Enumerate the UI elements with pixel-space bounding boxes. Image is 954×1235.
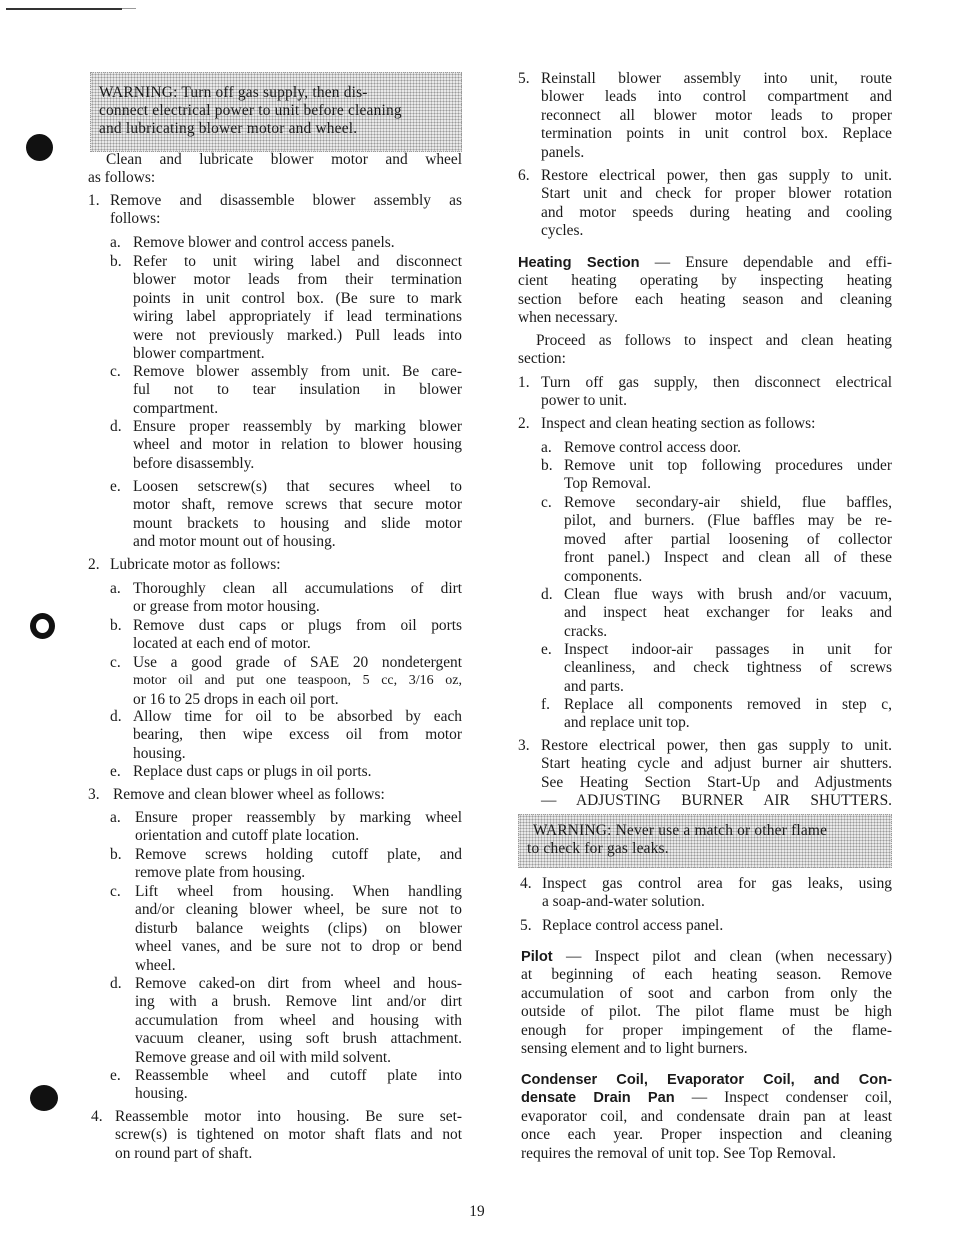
text-line: screw(s) is tightened on motor shaft flats and not xyxy=(115,1126,462,1144)
list-item-body xyxy=(133,617,462,654)
text-line: evaporator coil, and condensate drain pan at least xyxy=(521,1107,892,1125)
warning-line: WARNING: Never use a match or other flame xyxy=(533,822,828,839)
text-line: Ensure proper reassembly by marking blower xyxy=(133,418,462,435)
text-line: accumulation of soot and carbon from only the xyxy=(521,984,892,1002)
text-line: Remove grease and oil with mild solvent. xyxy=(135,1048,392,1066)
text-line: Thoroughly clean all accumulations of dirt xyxy=(133,580,462,597)
text-line: follows: xyxy=(110,210,161,228)
text-line: wheel. xyxy=(135,956,176,974)
punch-hole-middle xyxy=(30,613,55,639)
list-item-body xyxy=(564,494,892,586)
text-line: Allow time for oil to be absorbed by each xyxy=(133,708,462,725)
list-number: 6. xyxy=(518,167,530,184)
list-item-body xyxy=(133,253,462,363)
warning-line: to check for gas leaks. xyxy=(527,840,669,857)
warning-line: WARNING: Turn off gas supply, then dis- xyxy=(99,84,368,101)
list-item-body xyxy=(564,641,892,696)
text-line: and inspect heat exchanger for leaks and xyxy=(564,604,892,622)
text-line: Clean flue ways with brush and/or vacuum, xyxy=(564,586,892,603)
text-line: orientation and cutoff plate location. xyxy=(135,827,360,845)
list-number: 2. xyxy=(88,556,100,573)
list-item-body xyxy=(564,586,892,641)
list-item-body xyxy=(133,763,462,781)
warning-line: connect electrical power to unit before cleaning xyxy=(99,102,402,119)
text-line: Remove blower and control access panels. xyxy=(133,234,395,251)
list-number: 5. xyxy=(518,70,530,87)
text-line: Remove control access door. xyxy=(564,439,741,456)
page-number: 19 xyxy=(469,1203,485,1220)
text-run: — Inspect condenser coil, xyxy=(674,1089,892,1107)
text-line: wheel and motor in relation to blower housing xyxy=(133,436,462,454)
text-line: and motor mount out of housing. xyxy=(133,533,336,551)
text-line: ing with a brush. Remove lint and/or dirt xyxy=(135,993,462,1011)
text-line xyxy=(518,254,892,272)
warning-box-gas-leaks xyxy=(518,814,892,868)
text-line: Restore electrical power, then gas supply to unit. xyxy=(541,167,892,184)
list-letter: d. xyxy=(110,708,122,725)
text-line: bearing, then wipe excess oil from motor xyxy=(133,726,462,744)
list-item-body xyxy=(133,234,462,252)
text-line: blower leads into control compartment and xyxy=(541,88,892,106)
text-line: when necessary. xyxy=(518,309,618,327)
text-line: Inspect gas control area for gas leaks, using xyxy=(542,875,892,892)
list-letter: e. xyxy=(110,478,121,495)
list-item-body xyxy=(541,374,892,411)
text-line: cycles. xyxy=(541,222,584,240)
list-item-body xyxy=(110,192,462,229)
list-item-body xyxy=(542,917,892,935)
text-line: outside of pilot. The pilot flame must be high xyxy=(521,1003,892,1021)
text-line: Reassemble motor into housing. Be sure set- xyxy=(115,1108,462,1125)
text-line: Proceed as follows to inspect and clean heating xyxy=(536,332,892,349)
proceed-paragraph xyxy=(518,332,892,369)
list-item-body xyxy=(133,363,462,418)
text-line: remove plate from housing. xyxy=(135,864,306,882)
text-line: blower motor leads from their termination xyxy=(133,271,462,289)
condenser-paragraph xyxy=(521,1071,892,1163)
list-item-body xyxy=(135,883,462,975)
text-line: Ensure proper reassembly by marking wheel xyxy=(135,809,462,826)
text-line: Replace control access panel. xyxy=(542,917,724,934)
text-line: Remove caked-on dirt from wheel and hous- xyxy=(135,975,462,992)
text-line: and/or cleaning blower wheel, be sure not to xyxy=(135,901,462,919)
text-line: moved after partial loosening of collector xyxy=(564,530,892,548)
list-number: 3. xyxy=(88,786,100,803)
text-line: once each year. Proper inspection and cleaning xyxy=(521,1126,892,1144)
text-line: ful not to tear insulation in blower xyxy=(133,381,462,399)
text-line: Reinstall blower assembly into unit, route xyxy=(541,70,892,87)
text-line: power to unit. xyxy=(541,392,627,410)
list-item-body xyxy=(541,415,892,433)
list-item-body xyxy=(541,70,892,162)
text-run: — Inspect pilot and clean (when necessary) xyxy=(552,948,892,965)
list-letter: e. xyxy=(541,641,552,658)
list-letter: e. xyxy=(110,1067,121,1084)
text-line: Loosen setscrew(s) that secures wheel to xyxy=(133,478,462,495)
text-line xyxy=(521,1089,892,1107)
list-letter: a. xyxy=(541,439,552,456)
list-item-1 xyxy=(88,192,462,232)
list-item-body xyxy=(542,875,892,912)
text-line: compartment. xyxy=(133,399,219,417)
text-line: Remove blower assembly from unit. Be care- xyxy=(133,363,462,380)
list-letter: d. xyxy=(110,975,122,992)
list-letter: b. xyxy=(541,457,553,474)
text-line: Start heating cycle and adjust burner air shutters. xyxy=(541,755,892,773)
text-line: as follows: xyxy=(88,169,156,186)
text-line: Remove secondary-air shield, flue baffles, xyxy=(564,494,892,511)
pilot-paragraph xyxy=(521,948,892,1058)
heading-condenser-coil: Condenser Coil, Evaporator Coil, and Con- xyxy=(521,1072,892,1088)
text-line: Restore electrical power, then gas supply to unit. xyxy=(541,737,892,754)
heading-heating-section: Heating Section xyxy=(518,255,640,271)
text-line: wiring label appropriately if lead terminations xyxy=(133,308,462,326)
list-item-body xyxy=(113,786,462,804)
text-line: pilot, and burners. (Flue baffles may be re- xyxy=(564,512,892,530)
list-letter: c. xyxy=(110,883,121,900)
list-letter: b. xyxy=(110,617,122,634)
text-line: located at each end of motor. xyxy=(133,635,311,653)
text-line: Lubricate motor as follows: xyxy=(110,556,281,573)
list-item-body xyxy=(564,457,892,494)
text-line: — ADJUSTING BURNER AIR SHUTTERS. xyxy=(541,792,892,810)
list-item-body xyxy=(133,418,462,473)
text-line: and parts. xyxy=(564,677,624,695)
text-line: requires the removal of unit top. See Top Removal. xyxy=(521,1144,836,1162)
text-line: mount brackets to housing and slide motor xyxy=(133,514,462,532)
text-line: wheel vanes, and be sure not to drop or bend xyxy=(135,938,462,956)
text-line: Replace dust caps or plugs in oil ports. xyxy=(133,763,372,780)
list-item-body xyxy=(541,737,892,811)
heading-condenser-coil-cont: densate Drain Pan xyxy=(521,1090,675,1107)
text-line: housing. xyxy=(135,1085,188,1103)
text-line: Reassemble wheel and cutoff plate into xyxy=(135,1067,462,1084)
punch-hole-bottom xyxy=(30,1085,58,1111)
text-line: a soap-and-water solution. xyxy=(542,893,705,911)
text-line: Turn off gas supply, then disconnect electrical xyxy=(541,374,892,391)
text-line: vacuum cleaner, using soft brush attachment. xyxy=(135,1030,462,1048)
list-number: 1. xyxy=(88,192,100,209)
top-rule-tail xyxy=(122,8,136,9)
text-line: Lift wheel from housing. When handling xyxy=(135,883,462,900)
list-number: 4. xyxy=(91,1108,103,1125)
text-line: blower compartment. xyxy=(133,345,265,363)
text-line: components. xyxy=(564,567,643,585)
list-number: 3. xyxy=(518,737,530,754)
list-letter: a. xyxy=(110,809,121,826)
list-item-body xyxy=(135,809,462,846)
warning-line: and lubricating blower motor and wheel. xyxy=(99,120,358,137)
list-letter: a. xyxy=(110,234,121,251)
text-line: Remove and disassemble blower assembly as xyxy=(110,192,462,209)
list-item-body xyxy=(135,1067,462,1104)
list-number: 2. xyxy=(518,415,530,432)
intro-paragraph-cont xyxy=(88,169,462,187)
text-line: Remove dust caps or plugs from oil ports xyxy=(133,617,462,634)
list-item-body xyxy=(564,439,892,457)
punch-hole-top xyxy=(26,134,53,161)
list-letter: e. xyxy=(110,763,121,780)
list-letter: f. xyxy=(541,696,550,713)
list-item-body xyxy=(133,654,462,709)
list-letter: c. xyxy=(110,654,121,671)
text-line: Clean and lubricate blower motor and wheel xyxy=(106,151,462,168)
text-line: Remove screws holding cutoff plate, and xyxy=(135,846,462,863)
list-letter: d. xyxy=(541,586,553,603)
list-item-body xyxy=(564,696,892,733)
warning-box-power xyxy=(90,72,462,152)
text-line: cleanliness, and check tightness of screws xyxy=(564,659,892,677)
list-letter: c. xyxy=(110,363,121,380)
text-line: front panel.) Inspect and clean all of these xyxy=(564,549,892,567)
text-run: — Ensure dependable and effi- xyxy=(639,254,892,271)
heading-pilot: Pilot xyxy=(521,949,553,965)
text-line: section before each heating season and cleaning xyxy=(518,290,892,308)
text-line xyxy=(521,948,892,966)
text-line: section: xyxy=(518,350,566,368)
list-item-body xyxy=(541,167,892,241)
text-line: before disassembly. xyxy=(133,454,255,472)
text-line: Inspect and clean heating section as follows: xyxy=(541,415,816,432)
text-line: motor oil and put one teaspoon, 5 cc, 3/16 oz, xyxy=(133,673,462,689)
list-letter: d. xyxy=(110,418,122,435)
list-item-body xyxy=(133,708,462,763)
list-number: 1. xyxy=(518,374,530,391)
text-line: Refer to unit wiring label and disconnect xyxy=(133,253,462,270)
text-line: termination points in unit control box. Replace xyxy=(541,125,892,143)
list-item-body xyxy=(133,580,462,617)
text-line: motor shaft, remove screws that secure motor xyxy=(133,496,462,514)
intro-paragraph xyxy=(106,151,462,169)
list-item-body xyxy=(110,556,462,574)
list-letter: b. xyxy=(110,253,122,270)
heating-section-paragraph xyxy=(518,254,892,328)
text-line: reconnect all blower motor leads to proper xyxy=(541,106,892,124)
list-item-body xyxy=(133,478,462,552)
text-line: Remove unit top following procedures under xyxy=(564,457,892,474)
text-line: housing. xyxy=(133,744,186,762)
list-item-body xyxy=(115,1108,462,1163)
list-letter: c. xyxy=(541,494,552,511)
text-line: Replace all components removed in step c, xyxy=(564,696,892,713)
text-line: or 16 to 25 drops in each oil port. xyxy=(133,690,339,708)
text-line: Use a good grade of SAE 20 nondetergent xyxy=(133,654,462,671)
text-line: points in unit control box. (Be sure to mark xyxy=(133,289,462,307)
text-line: Remove and clean blower wheel as follows: xyxy=(113,786,385,803)
text-line: were not previously marked.) Pull leads into xyxy=(133,326,462,344)
text-line: and replace unit top. xyxy=(564,714,690,732)
list-letter: a. xyxy=(110,580,121,597)
text-line: at beginning of each heating season. Remove xyxy=(521,966,892,984)
list-item-body xyxy=(135,846,462,883)
list-number: 4. xyxy=(520,875,532,892)
list-number: 5. xyxy=(520,917,532,934)
text-line: and motor speeds during heating and cooling xyxy=(541,203,892,221)
text-line: enough for proper impingement of the flame- xyxy=(521,1021,892,1039)
text-line: See Heating Section Start-Up and Adjustments xyxy=(541,773,892,791)
text-line: Start unit and check for proper blower rotation xyxy=(541,185,892,203)
text-line: sensing element and to light burners. xyxy=(521,1040,748,1058)
top-rule xyxy=(6,8,122,10)
text-line: cient heating operating by inspecting heating xyxy=(518,272,892,290)
list-item-body xyxy=(135,975,462,1067)
text-line: panels. xyxy=(541,143,585,161)
text-line: disturb balance weights (clips) on blower xyxy=(135,919,462,937)
text-line: accumulation from wheel and housing with xyxy=(135,1011,462,1029)
text-line: or grease from motor housing. xyxy=(133,598,320,616)
text-line: on round part of shaft. xyxy=(115,1144,253,1162)
text-line: cracks. xyxy=(564,622,608,640)
text-line: Top Removal. xyxy=(564,475,651,493)
list-letter: b. xyxy=(110,846,122,863)
text-line: Inspect indoor-air passages in unit for xyxy=(564,641,892,658)
